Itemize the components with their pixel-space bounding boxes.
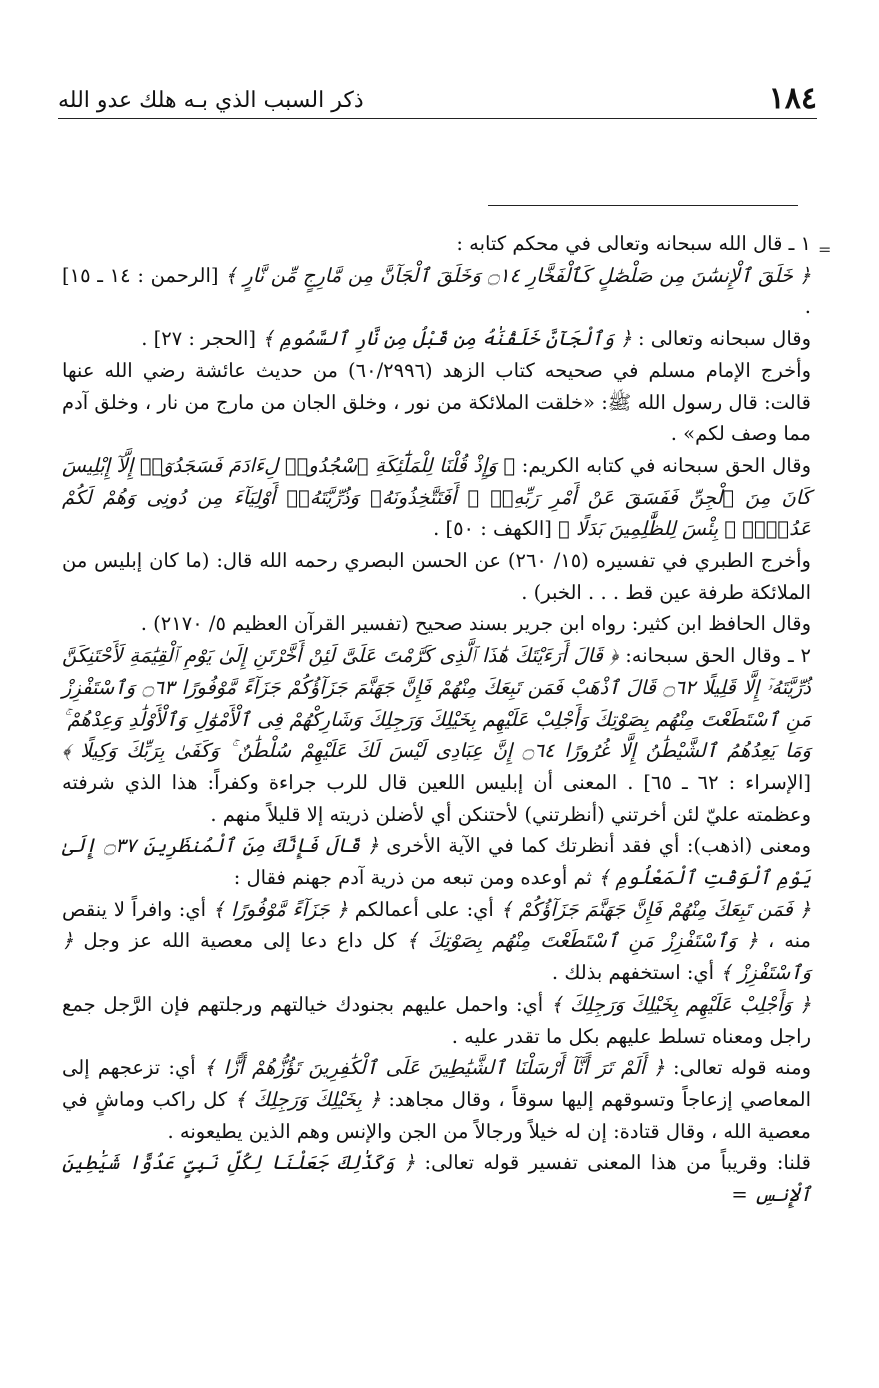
paragraph — [62, 1052, 811, 1147]
quran-verse: ﴿ فَمَن تَبِعَكَ مِنْهُمْ فَإِنَّ جَهَنَّمَ جَزَآؤُكُمْ ﴾ — [500, 897, 811, 921]
text: وقال الحافظ ابن كثير: رواه ابن جرير بسند صحيح (تفسير القرآن العظيم ٥/ ٢١٧٠) . — [140, 612, 811, 636]
text: وأخرج الإمام مسلم في صحيحه كتاب الزهد (٦٠/٢٩٩٦) من حديث عائشة رضي الله عنها قالت: قال رسول الله ﷺ: «خلقت الملائكة من نور ، وخلق الجان من مارج من نار ، وخلق آدم مما وصف لكم» . — [62, 358, 811, 446]
quran-verse: ﴿ قَالَ أَرَءَيْتَكَ هَٰذَا ٱلَّذِى كَرَّمْتَ عَلَىَّ لَئِنْ أَخَّرْتَنِ إِلَىٰ يَوْمِ ٱلْقِيَٰمَةِ لَأَحْتَنِكَنَّ ذُرِّيَّتَهُۥٓ إِلَّا قَلِيلًا ۝٦٢ قَالَ ٱذْهَبْ فَمَن تَبِعَكَ مِنْهُمْ فَإِنَّ جَهَنَّمَ جَزَآؤُكُمْ جَزَآءً مَّوْفُورًا ۝٦٣ وَٱسْتَفْزِزْ مَنِ ٱسْتَطَعْتَ مِنْهُم بِصَوْتِكَ وَأَجْلِبْ عَلَيْهِم بِخَيْلِكَ وَرَجِلِكَ وَشَارِكْهُمْ فِى ٱلْأَمْوَٰلِ وَٱلْأَوْلَٰدِ وَعِدْهُمْ ۚ وَمَا يَعِدُهُمُ ٱلشَّيْطَٰنُ إِلَّا غُرُورًا ۝٦٤ إِنَّ عِبَادِى لَيْسَ لَكَ عَلَيْهِمْ سُلْطَٰنٌ ۚ وَكَفَىٰ بِرَبِّكَ وَكِيلًا ﴾ — [62, 644, 811, 763]
quran-verse: ﴿ وَإِذْ قُلْنَا لِلْمَلَٰٓئِكَةِ ٱسْجُدُوا۟ لِءَادَمَ فَسَجَدُوٓا۟ إِلَّآ إِبْلِيسَ كَانَ مِنَ ٱلْجِنِّ فَفَسَقَ عَنْ أَمْرِ رَبِّهِۦٓ ۗ أَفَتَتَّخِذُونَهُۥ وَذُرِّيَّتَهُۥٓ أَوْلِيَآءَ مِن دُونِى وَهُمْ لَكُمْ عَدُوٌّۢ ۚ بِئْسَ لِلظَّٰلِمِينَ بَدَلًا ﴾ — [62, 453, 811, 541]
paragraph — [62, 228, 811, 260]
paragraph — [62, 830, 811, 893]
text: [الإسراء : ٦٢ ـ ٦٥] . المعنى أن إبليس اللعين قال للرب جراءة وكفراً: هذا الذي شرفته وعظمته عليّ لئن أخرتني (أنظرتني) لأحتنكن أي لأضلن ذريته إلا قليلاً منهم . — [62, 770, 811, 826]
text: وقال الحق سبحانه في كتابه الكريم: — [515, 453, 811, 477]
continuation-mark: = — [818, 240, 831, 259]
page-header — [58, 78, 817, 119]
text: أي: تزعجهم إلى المعاصي إزعاجاً وتسوقهم إليها سوقاً ، وقال مجاهد: — [62, 1056, 811, 1111]
quran-verse: ﴿ وَٱسْتَفْزِزْ مَنِ ٱسْتَطَعْتَ مِنْهُم بِصَوْتِكَ ﴾ — [406, 929, 759, 953]
citation: [الحجر : ٢٧] . — [141, 327, 263, 351]
quran-verse: ﴿ بِخَيْلِكَ وَرَجِلِكَ ﴾ — [234, 1087, 381, 1111]
paragraph — [62, 1147, 811, 1210]
quran-verse: ﴿ وَٱسْتَفْزِزْ ﴾ — [62, 929, 811, 985]
citation: [الكهف : ٥٠] . — [433, 517, 559, 541]
citation: [الرحمن : ١٤ ـ ١٥] . — [62, 263, 811, 319]
running-title: ذكر السبب الذي بـه هلك عدو الله — [58, 88, 364, 113]
text: أي: وافراً لا ينقص منه ، — [62, 897, 811, 953]
quran-verse: ﴿ وَٱلْجَآنَّ خَلَقْنَٰهُ مِن قَبْلُ مِن نَّارِ ٱلسَّمُومِ ﴾ — [262, 327, 632, 351]
paragraph — [62, 989, 811, 1052]
paragraph — [62, 545, 811, 608]
paragraph — [62, 608, 811, 640]
text: أي: واحمل عليهم بجنودك خيالتهم ورجلتهم فإن الرَّجل جمع راجل ومعناه تسلط عليهم بكل ما تقدر عليه . — [62, 992, 811, 1048]
text: ومعنى (اذهب): أي فقد أنظرتك كما في الآية الأخرى — [378, 834, 811, 858]
paragraph — [62, 640, 811, 830]
footnote-divider — [488, 205, 798, 206]
text: أي: على أعمالكم — [348, 897, 501, 921]
quran-verse: ﴿ أَلَمْ تَرَ أَنَّآ أَرْسَلْنَا ٱلشَّيَٰطِينَ عَلَى ٱلْكَٰفِرِينَ تَؤُزُّهُمْ أَزًّا ﴾ — [203, 1056, 665, 1080]
paragraph — [62, 355, 811, 450]
quran-verse: ﴿ جَزَآءً مَّوْفُورًا ﴾ — [212, 897, 349, 921]
quran-verse: ﴿ قَالَ فَإِنَّكَ مِنَ ٱلْمُنظَرِينَ ۝٣٧ إِلَىٰ يَوْمِ ٱلْوَقْتِ ٱلْمَعْلُومِ ﴾ — [62, 834, 811, 890]
text: ٢ ـ وقال الحق سبحانه: — [618, 644, 811, 668]
text: ثم أوعده ومن تبعه من ذرية آدم جهنم فقال : — [233, 866, 599, 890]
paragraph — [62, 894, 811, 989]
text: كل داع دعا إلى معصية الله عز وجل — [73, 929, 407, 953]
paragraph — [62, 450, 811, 545]
text: أي: استخفهم بذلك . — [551, 961, 721, 985]
paragraph — [62, 323, 811, 355]
quran-verse: ﴿ وَكَذَٰلِكَ جَعَلْنَا لِكُلِّ نَبِىٍّ عَدُوًّا شَيَٰطِينَ ٱلْإِنسِ — [62, 1151, 811, 1207]
text: وقال سبحانه وتعالى : — [631, 327, 811, 351]
text: ومنه قوله تعالى: — [664, 1056, 811, 1080]
text: ١ ـ قال الله سبحانه وتعالى في محكم كتابه : — [456, 232, 811, 255]
paragraph — [62, 260, 811, 323]
footnote-text — [62, 228, 811, 1211]
text: قلنا: وقريباً من هذا المعنى تفسير قوله تعالى: — [415, 1151, 811, 1175]
text: وأخرج الطبري في تفسيره (١٥/ ٢٦٠) عن الحسن البصري رحمه الله قال: (ما كان إبليس من الملائكة طرفة عين قط . . . الخبر) . — [62, 549, 811, 604]
continuation-mark: = — [731, 1183, 754, 1207]
page-number: ١٨٤ — [768, 81, 817, 116]
text: كل راكب وماشٍ في معصية الله ، وقال قتادة: إن له خيلاً ورجالاً من الجن والإنس وهم الذين يطيعونه . — [62, 1087, 811, 1143]
quran-verse: ﴿ وَأَجْلِبْ عَلَيْهِم بِخَيْلِكَ وَرَجِلِكَ ﴾ — [550, 992, 812, 1016]
quran-verse: ﴿ خَلَقَ ٱلْإِنسَٰنَ مِن صَلْصَٰلٍ كَٱلْفَخَّارِ ۝١٤ وَخَلَقَ ٱلْجَآنَّ مِن مَّارِجٍ مِّن نَّارٍ ﴾ — [225, 263, 811, 287]
